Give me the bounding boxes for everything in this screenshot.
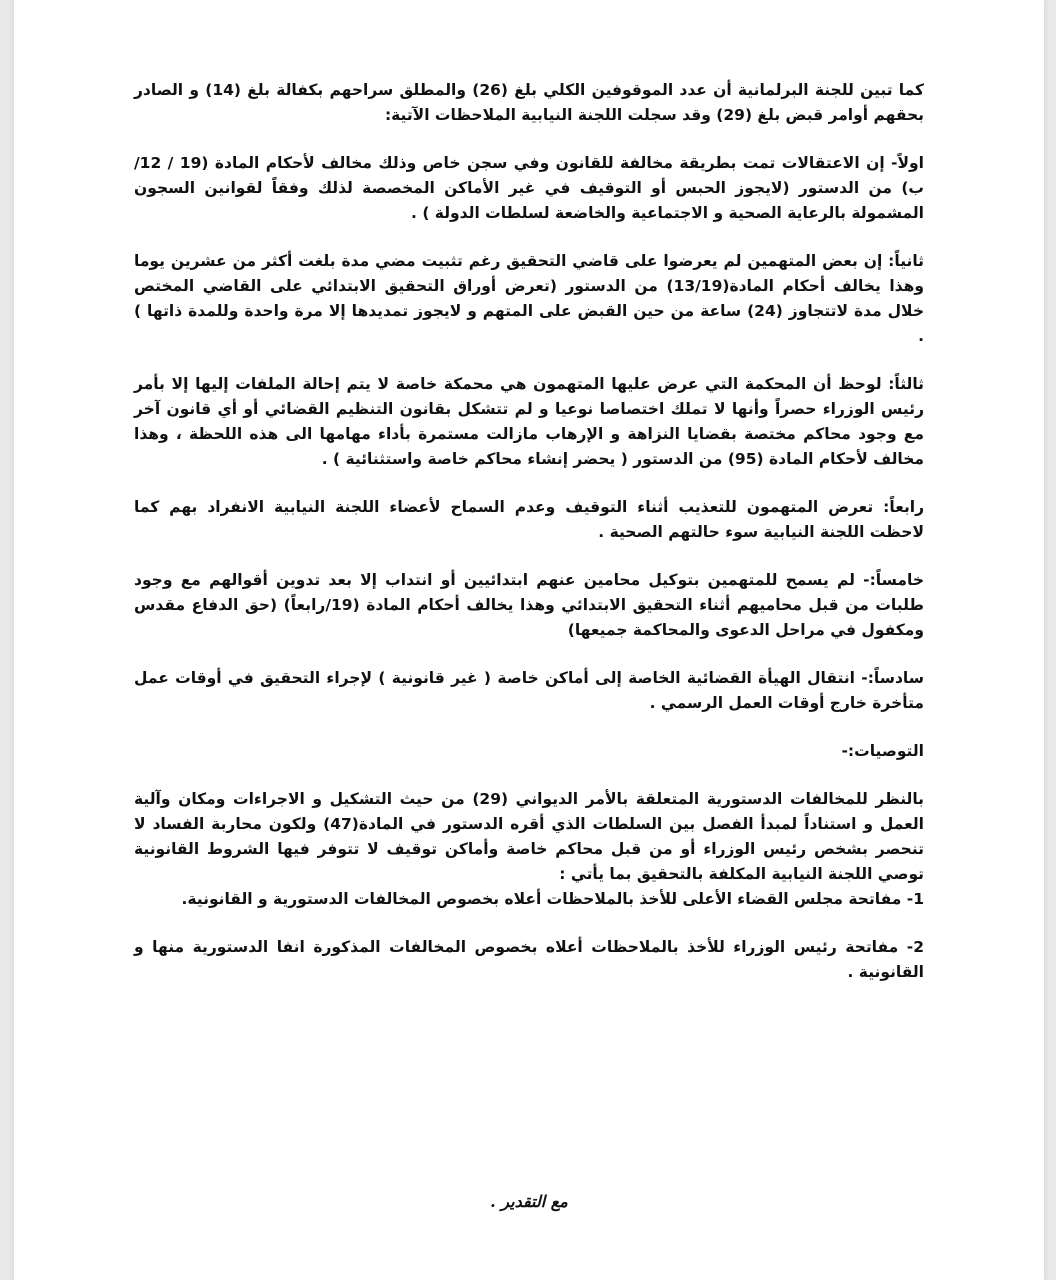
closing-regards: مع التقدير . xyxy=(490,1192,568,1211)
document-body xyxy=(134,78,924,1008)
recommendation-item-2: 2- مفاتحة رئيس الوزراء للأخذ بالملاحظات أعلاه بخصوص المخالفات المذكورة انفا الدستورية منها و القانونية . xyxy=(134,938,924,981)
recommendations-intro: بالنظر للمخالفات الدستورية المتعلقة بالأمر الديواني (29) من حيث التشكيل و الاجراءات ومكان وآلية العمل و استناداً لمبدأ الفصل بين السلطات الذي أقره الدستور في المادة(47) ولكون محاربة الفساد لا تنحصر بشخص رئيس الوزراء أو من قبل محاكم خاصة وأماكن توقيف لا تتوفر فيها الشروط القانونية توصي اللجنة النيابية المكلفة بالتحقيق بما يأتي : xyxy=(134,790,924,883)
observation-third: ثالثاً: لوحظ أن المحكمة التي عرض عليها المتهمون هي محمكة خاصة لا يتم إحالة الملفات إليها إلا بأمر رئيس الوزراء حصراً وأنها لا تملك اختصاصا نوعيا و لم تتشكل بقانون التنظيم القضائي أو أي قانون آخر مع وجود محاكم مختصة بقضايا النزاهة و الإرهاب مازالت مستمرة بأداء مهامها الى هذه اللحظة ، وهذا مخالف لأحكام المادة (95) من الدستور ( يحضر إنشاء محاكم خاصة واستثنائية ) . xyxy=(134,375,924,468)
observation-fourth: رابعاً: تعرض المتهمون للتعذيب أثناء التوقيف وعدم السماح لأعضاء اللجنة النيابية الانفراد بهم كما لاحظت اللجنة النيابية سوء حالتهم الصحية . xyxy=(134,498,924,541)
intro-paragraph: كما تبين للجنة البرلمانية أن عدد الموقوفين الكلي بلغ (26) والمطلق سراحهم بكفالة بلغ (14) و الصادر بحقهم أوامر قبض بلغ (29) وقد سجلت اللجنة النيابية الملاحظات الآتية: xyxy=(134,81,924,124)
recommendation-item-1: 1- مفاتحة مجلس القضاء الأعلى للأخذ بالملاحظات أعلاه بخصوص المخالفات الدستورية و القانونية. xyxy=(181,890,924,908)
observation-second: ثانياً: إن بعض المتهمين لم يعرضوا على قاضي التحقيق رغم تثبيت مضي مدة بلغت أكثر من عشرين يوما وهذا يخالف أحكام المادة(13/19) من الدستور (تعرض أوراق التحقيق الابتدائي على القاضي المختص خلال مدة لاتتجاوز (24) ساعة من حين القبض على المتهم و لايجوز تمديدها إلا مرة واحدة وللمدة ذاتها ) . xyxy=(134,252,924,345)
observation-first: اولاً- إن الاعتقالات تمت بطريقة مخالفة للقانون وفي سجن خاص وذلك مخالف لأحكام المادة (19 / 12/ب) من الدستور (لايجوز الحبس أو التوقيف في غير الأماكن المخصصة لذلك وفقاً لقوانين السجون المشمولة بالرعاية الصحية و الاجتماعية والخاضعة لسلطات الدولة ) . xyxy=(134,154,924,222)
document-page xyxy=(14,0,1044,1280)
recommendations-heading: التوصيات:- xyxy=(841,742,924,760)
observation-fifth: خامساً:- لم يسمح للمتهمين بتوكيل محامين عنهم ابتدائيين أو انتداب إلا بعد تدوين أقوالهم مع وجود طلبات من قبل محاميهم أثناء التحقيق الابتدائي وهذا يخالف أحكام المادة (19/رابعاً) (حق الدفاع مقدس ومكفول في مراحل الدعوى والمحاكمة جميعها) xyxy=(134,571,924,639)
observation-sixth: سادساً:- انتقال الهيأة القضائية الخاصة إلى أماكن خاصة ( غير قانونية ) لإجراء التحقيق في أوقات عمل متأخرة خارج أوقات العمل الرسمي . xyxy=(134,669,924,712)
